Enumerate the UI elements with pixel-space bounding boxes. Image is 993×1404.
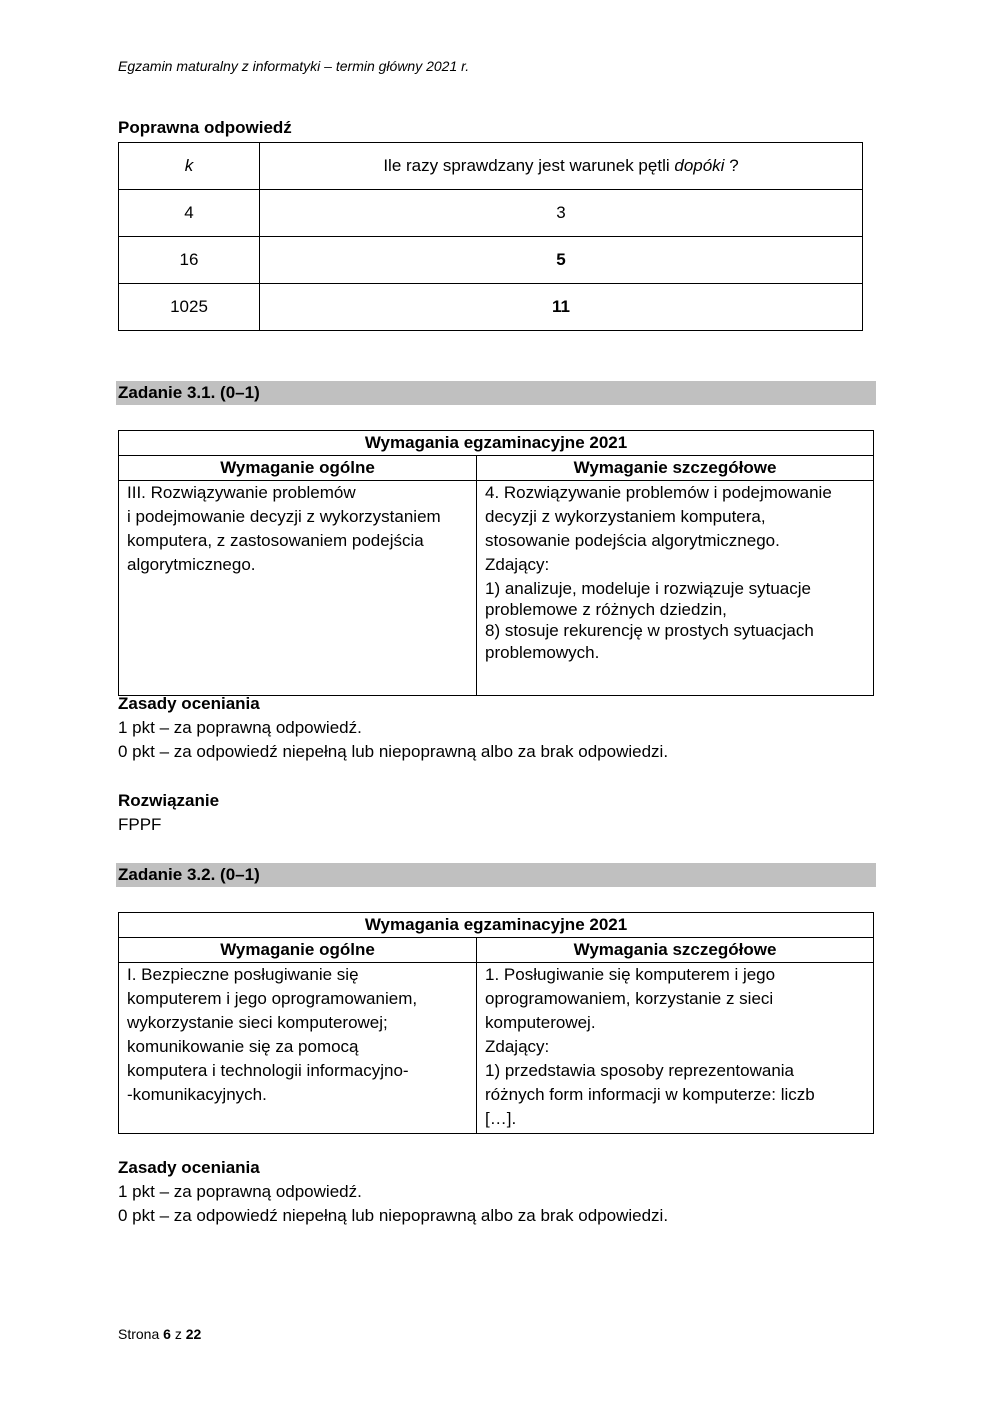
document-header: Egzamin maturalny z informatyki – termin główny 2021 r.	[118, 58, 470, 74]
scoring-title: Zasady oceniania	[118, 1158, 260, 1177]
scoring-1pt: 1 pkt – za poprawną odpowiedź.	[118, 1182, 362, 1201]
detailed-requirement: 1. Posługiwanie się komputerem i jego oprogramowaniem, korzystanie z sieci komputerowej. Zdający: 1) przedstawia sposoby reprezentowania różnych form informacji w komputerze: liczb […].	[477, 963, 874, 1134]
general-header: Wymaganie ogólne	[119, 456, 477, 481]
table-row	[119, 284, 863, 331]
detailed-requirement: 4. Rozwiązywanie problemów i podejmowanie decyzji z wykorzystaniem komputera, stosowanie podejścia algorytmicznego. Zdający: 1) analizuje, modeluje i rozwiązuje sytuacje problemowe z różnych dziedzin, 8) stosuje rekurencję w prostych sytuacjach problemowych.	[477, 481, 874, 696]
col-k-header: k	[119, 143, 260, 190]
task-3-1-title: Zadanie 3.1. (0–1)	[116, 381, 876, 405]
requirements-title: Wymagania egzaminacyjne 2021	[119, 913, 874, 938]
solution-value: FPPF	[118, 815, 162, 834]
scoring-0pt: 0 pkt – za odpowiedź niepełną lub niepoprawną albo za brak odpowiedzi.	[118, 742, 669, 761]
col-question-header: Ile razy sprawdzany jest warunek pętli dopóki ?	[260, 143, 863, 190]
page-number: 6	[163, 1326, 171, 1342]
table-row	[119, 143, 863, 190]
scoring-1pt: 1 pkt – za poprawną odpowiedź.	[118, 718, 362, 737]
value-cell: 3	[260, 190, 863, 237]
table-row	[119, 237, 863, 284]
solution-title: Rozwiązanie	[118, 791, 220, 810]
task-3-2-requirements	[118, 912, 874, 1134]
general-header: Wymaganie ogólne	[119, 938, 477, 963]
answer-table	[118, 142, 863, 331]
detailed-header: Wymaganie szczegółowe	[477, 456, 874, 481]
value-cell: 11	[260, 284, 863, 331]
answer-title: Poprawna odpowiedź	[118, 118, 292, 137]
task-3-2-title: Zadanie 3.2. (0–1)	[116, 863, 876, 887]
k-cell: 1025	[119, 284, 260, 331]
detailed-header: Wymagania szczegółowe	[477, 938, 874, 963]
scoring-title: Zasady oceniania	[118, 694, 260, 713]
page-footer: Strona 6 z 22	[118, 1326, 202, 1342]
page-total: 22	[185, 1326, 202, 1342]
general-requirement: I. Bezpieczne posługiwanie się komputerem i jego oprogramowaniem, wykorzystanie sieci komputerowej; komunikowanie się za pomocą komputera i technologii informacyjno- -komunikacyjnych.	[119, 963, 477, 1134]
requirements-title: Wymagania egzaminacyjne 2021	[119, 431, 874, 456]
k-cell: 16	[119, 237, 260, 284]
general-requirement: III. Rozwiązywanie problemów i podejmowanie decyzji z wykorzystaniem komputera, z zastosowaniem podejścia algorytmicznego.	[119, 481, 477, 696]
table-row	[119, 190, 863, 237]
scoring-0pt: 0 pkt – za odpowiedź niepełną lub niepoprawną albo za brak odpowiedzi.	[118, 1206, 669, 1225]
task-3-1-requirements	[118, 430, 874, 696]
k-cell: 4	[119, 190, 260, 237]
value-cell: 5	[260, 237, 863, 284]
